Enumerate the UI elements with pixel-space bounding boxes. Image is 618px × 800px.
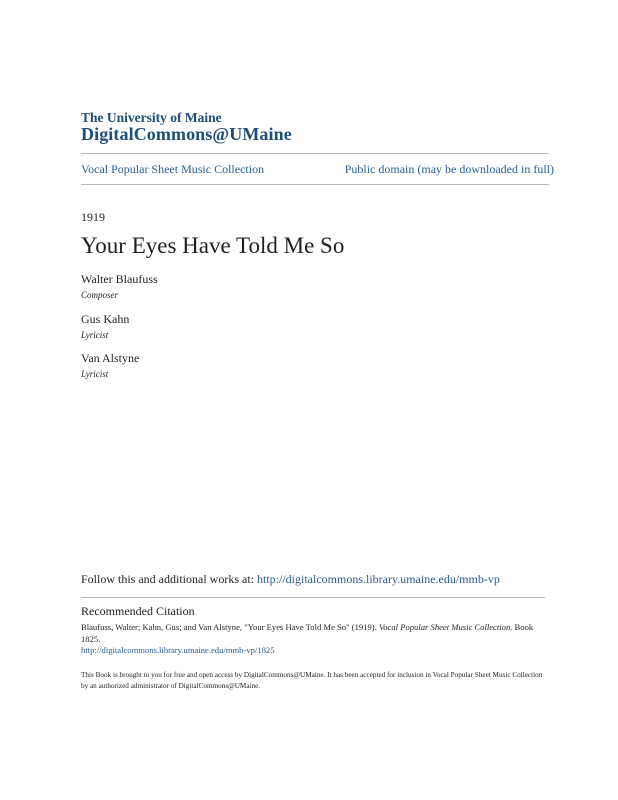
contributor-role: Lyricist xyxy=(81,330,109,340)
follow-url-link[interactable]: http://digitalcommons.library.umaine.edu/mmb-vp xyxy=(257,572,500,586)
collection-link[interactable]: Vocal Popular Sheet Music Collection xyxy=(81,162,265,176)
citation-url-link[interactable]: http://digitalcommons.library.umaine.edu/mmb-vp/1825 xyxy=(81,645,275,655)
institution-name: The University of Maine xyxy=(81,110,222,125)
contributor-role: Composer xyxy=(81,290,119,300)
repository-link[interactable]: DigitalCommons@UMaine xyxy=(81,124,292,144)
citation-collection: Vocal Popular Sheet Music Collection. xyxy=(378,622,513,632)
contributor-role: Lyricist xyxy=(81,369,109,379)
meta-divider xyxy=(81,184,549,185)
publication-year: 1919 xyxy=(81,210,105,224)
contributor-name: Van Alstyne xyxy=(81,351,140,365)
citation-divider xyxy=(81,597,545,598)
citation-heading: Recommended Citation xyxy=(81,604,195,618)
item-title: Your Eyes Have Told Me So xyxy=(81,233,345,258)
follow-text: Follow this and additional works at: xyxy=(81,572,257,586)
contributor-name: Gus Kahn xyxy=(81,312,130,326)
citation-book: Book 1825. xyxy=(81,622,534,644)
follow-line xyxy=(81,572,500,587)
citation-authors: Blaufuss, Walter; Kahn, Gus; and Van Alstyne, "Your Eyes Have Told Me So" (1919). xyxy=(81,622,379,632)
access-notice: This Book is brought to you for free and open access by DigitalCommons@UMaine. It has been accepted for inclusion in Vocal Popular Sheet Music Collection by an authorized administrator of DigitalCommons@UMaine. xyxy=(81,671,543,690)
top-divider xyxy=(81,153,549,154)
citation-text xyxy=(81,622,551,657)
rights-link[interactable]: Public domain (may be downloaded in full) xyxy=(344,162,554,176)
contributor-name: Walter Blaufuss xyxy=(81,272,158,286)
